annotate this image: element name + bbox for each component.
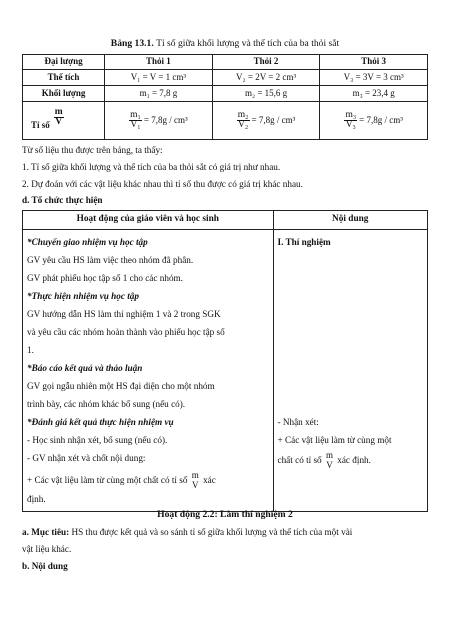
ratio-value: = 7,8g / cm³ <box>359 114 403 125</box>
row-label: Khối lượng <box>23 86 105 102</box>
step-line: GV phát phiếu học tập số 1 cho các nhóm. <box>27 273 183 283</box>
fraction-numerator: m <box>325 450 333 461</box>
step-line: GV hướng dẫn HS làm thí nghiệm 1 và 2 trong SGK <box>27 309 221 319</box>
ratio-value: = 7,8g / cm³ <box>143 114 188 125</box>
header-cell: Thỏi 1 <box>105 55 213 70</box>
step-line: và yêu cầu các nhóm hoàn thành vào phiếu học tập số <box>27 327 225 337</box>
step-line: GV gọi ngẫu nhiên một HS đại diện cho một nhóm <box>27 381 215 391</box>
row-label <box>23 102 105 140</box>
table-cell <box>320 102 428 140</box>
step-title: *Thực hiện nhiệm vụ học tập <box>27 291 139 301</box>
fraction-denominator: V <box>55 117 63 127</box>
goal-text: HS thu được kết quả và so sánh tỉ số giữa khối lượng và thể tích của một vài <box>71 527 353 537</box>
step-line: GV yêu cầu HS làm việc theo nhóm đã phân. <box>27 255 194 265</box>
step-title: *Chuyển giao nhiệm vụ học tập <box>27 237 148 247</box>
activity-heading: Hoạt động 2.2: Làm thí nghiệm 2 <box>157 509 293 520</box>
table-row <box>23 230 428 512</box>
table-cell: V₁ = V = 1 cm³ <box>105 70 213 86</box>
step-line: định. <box>27 494 46 505</box>
content-column <box>273 230 427 512</box>
step-line: trình bày, các nhóm khác bổ sung (nếu có). <box>27 399 186 409</box>
caption-label: Bảng 13.1. <box>110 38 154 49</box>
header-cell: Thỏi 3 <box>320 55 428 70</box>
step-line: + Các vật liệu làm từ cùng một chất có tỉ số m V xác <box>27 470 216 491</box>
header-cell: Thỏi 2 <box>212 55 320 70</box>
ratio-table <box>22 54 428 140</box>
content-heading: b. Nội dung <box>22 561 68 571</box>
header-cell: Nội dung <box>273 211 427 230</box>
content-line: - Nhận xét: <box>277 417 319 427</box>
fraction-denominator: V₁ <box>130 120 141 130</box>
intro-text: Từ số liệu thu được trên bảng, ta thấy: <box>22 145 163 155</box>
point-2: 2. Dự đoán với các vật liệu khác nhau thì tỉ số thu được có giá trị khác nhau. <box>22 179 303 189</box>
fraction-denominator: V <box>192 480 199 491</box>
table-cell <box>212 102 320 140</box>
table-cell: m₁ = 7,8 g <box>105 86 213 102</box>
table-cell: m₃ = 23,4 g <box>320 86 428 102</box>
table-header-row <box>23 55 428 70</box>
step-line: 1. <box>27 345 34 355</box>
content-line: + Các vật liệu làm từ cùng một <box>277 435 392 445</box>
fraction-numerator: m <box>191 470 199 481</box>
content-line: chất có tỉ số m V xác định. <box>277 450 371 471</box>
teacher-student-column <box>23 230 274 512</box>
table-row <box>23 102 428 140</box>
row-label-text: Tỉ số <box>31 120 50 131</box>
step-line: - GV nhận xét và chốt nội dung: <box>27 453 146 463</box>
step-title: *Báo cáo kết quả và thảo luận <box>27 363 143 373</box>
table-caption <box>0 38 450 50</box>
row-label: Thể tích <box>23 70 105 86</box>
fraction-numerator: m₁ <box>130 109 141 120</box>
step-line: - Học sinh nhận xét, bổ sung (nếu có). <box>27 435 168 445</box>
fraction-denominator: V <box>326 460 333 471</box>
fraction-numerator: m₂ <box>237 109 249 120</box>
goal-label: a. Mục tiêu: <box>22 527 70 537</box>
ratio-value: = 7,8g / cm³ <box>251 114 296 125</box>
table-row <box>23 70 428 86</box>
point-1: 1. Tỉ số giữa khối lượng và thể tích của ba thỏi sắt có giá trị như nhau. <box>22 162 281 172</box>
header-cell: Đại lượng <box>23 55 105 70</box>
table-cell: V₃ = 3V = 3 cm³ <box>320 70 428 86</box>
activity-table <box>22 210 428 512</box>
goal-paragraph <box>22 527 432 539</box>
caption-text: Tỉ số giữa khối lượng và thể tích của ba thỏi sắt <box>156 38 340 49</box>
fraction-numerator: m₃ <box>345 109 357 120</box>
fraction-denominator: V₃ <box>345 120 356 130</box>
table-cell <box>105 102 213 140</box>
table-header-row <box>23 211 428 230</box>
table-cell: m₂ = 15,6 g <box>212 86 320 102</box>
goal-text-cont: vật liệu khác. <box>22 544 72 554</box>
section-d-heading: d. Tổ chức thực hiện <box>22 195 103 205</box>
header-cell: Hoạt động của giáo viên và học sinh <box>23 211 274 230</box>
fraction-numerator: m <box>54 106 63 117</box>
fraction-denominator: V₂ <box>238 120 249 130</box>
table-cell: V₂ = 2V = 2 cm³ <box>212 70 320 86</box>
content-title: I. Thí nghiệm <box>277 237 331 247</box>
step-title: *Đánh giá kết quả thực hiện nhiệm vụ <box>27 417 174 427</box>
table-row <box>23 86 428 102</box>
